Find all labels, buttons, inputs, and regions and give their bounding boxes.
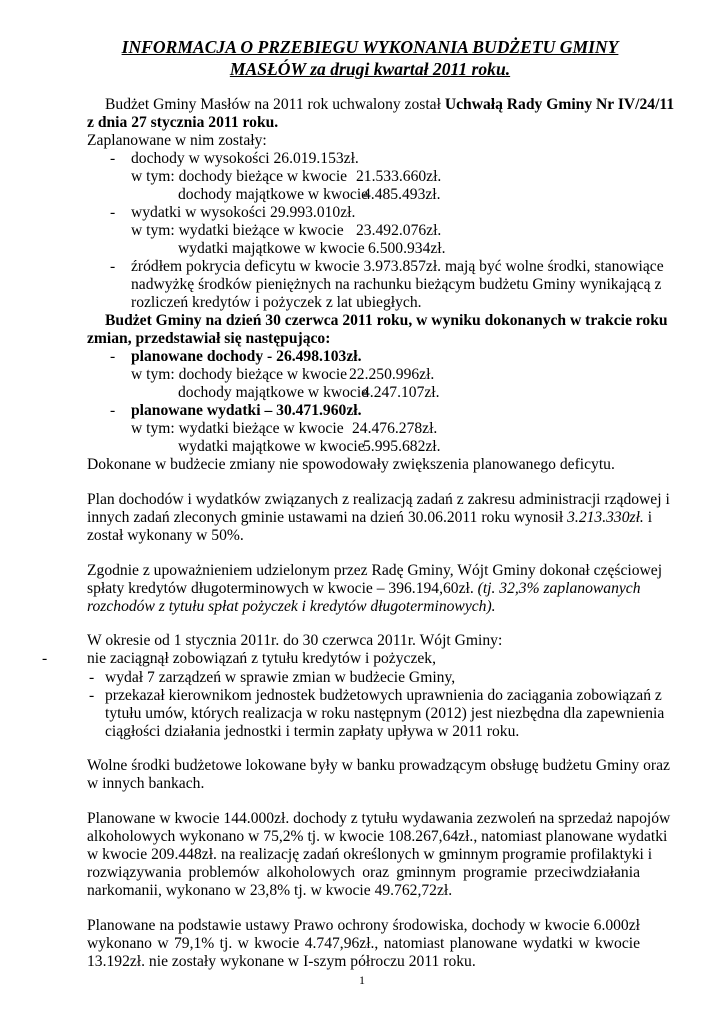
period-intro: W okresie od 1 stycznia 2011r. do 30 czerwca 2011r. Wójt Gminy:: [87, 632, 503, 649]
resolution-date: z dnia 27 stycznia 2011 roku.: [87, 114, 279, 131]
document-title-line-2: MASŁÓW za drugi kwartał 2011 roku.: [229, 59, 511, 79]
intro-paragraph: [105, 96, 674, 114]
planned-intro: Zaplanowane w nim zostały:: [87, 132, 267, 149]
funds-line-1: Wolne środki budżetowe lokowane były w banku prowadzącym obsługę budżetu Gminy oraz: [87, 757, 670, 774]
environment-line-2: wykonano w 79,1% tj. w kwocie 4.747,96zł., natomiast planowane wydatki w kwocie: [87, 935, 640, 952]
planned-expenses-current-label: w tym: wydatki bieżące w kwocie: [131, 222, 344, 239]
june-income-capital-label: dochody majątkowe w kwocie: [178, 384, 369, 401]
environment-line-1: Planowane na podstawie ustawy Prawo ochrony środowiska, dochody w kwocie 6.000zł: [87, 917, 640, 934]
planned-expenses-capital-label: wydatki majątkowe w kwocie: [178, 240, 365, 257]
resolution-reference: Uchwałą Rady Gminy Nr IV/24/11: [444, 96, 675, 113]
june-heading-1: Budżet Gminy na dzień 30 czerwca 2011 roku, w wyniku dokonanych w trakcie roku: [105, 312, 668, 329]
june-expenses-capital-label: wydatki majątkowe w kwocie: [178, 438, 365, 455]
period-item-1: nie zaciągnął zobowiązań z tytułu kredytów i pożyczek,: [87, 650, 436, 667]
period-item-2: wydał 7 zarządzeń w sprawie zmian w budżecie Gminy,: [105, 669, 456, 686]
june-expenses: planowane wydatki – 30.471.960zł.: [131, 402, 362, 419]
alcohol-line-3: w kwocie 209.448zł. na realizację zadań określonych w gminnym programie profilaktyki i: [87, 846, 653, 863]
planned-income: dochody w wysokości 26.019.153zł.: [131, 150, 359, 167]
document-title-line-1: INFORMACJA O PRZEBIEGU WYKONANIA BUDŻETU GMINY: [121, 37, 619, 57]
list-dash: -: [110, 150, 116, 167]
planned-income-current-label: w tym: dochody bieżące w kwocie: [131, 168, 348, 185]
alcohol-line-2: alkoholowych wykonano w 75,2% tj. w kwocie 108.267,64zł., natomiast planowane wydatki: [87, 828, 668, 845]
planned-income-capital-value: 4.485.493zł.: [363, 186, 441, 203]
period-item-3-line-1: przekazał kierownikom jednostek budżetowych uprawnienia do zaciągania zobowiązań z: [105, 687, 662, 704]
list-dash: -: [42, 650, 48, 667]
alcohol-line-5: narkomanii, wykonano w 23,8% tj. w kwocie 49.762,72zł.: [87, 882, 453, 899]
list-dash: -: [110, 402, 116, 419]
june-expenses-current-value: 24.476.278zł.: [352, 420, 438, 437]
admin-amount: 3.213.330zł.: [567, 509, 644, 526]
funds-line-2: w innych bankach.: [87, 775, 205, 792]
planned-expenses-current-value: 23.492.076zł.: [356, 222, 442, 239]
page-number: 1: [359, 973, 365, 987]
planned-income-current-value: 21.533.660zł.: [356, 168, 442, 185]
june-heading-2: zmian, przedstawiał się następująco:: [87, 330, 331, 347]
list-dash: -: [89, 669, 95, 686]
list-dash: -: [110, 348, 116, 365]
planned-expenses-capital-value: 6.500.934zł.: [368, 240, 446, 257]
june-note: Dokonane w budżecie zmiany nie spowodowały zwiększenia planowanego deficytu.: [87, 456, 615, 473]
loans-line-2: [87, 580, 640, 598]
planned-income-capital-label: dochody majątkowe w kwocie: [178, 186, 369, 203]
loans-repayment: spłaty kredytów długoterminowych w kwocie – 396.194,60zł.: [87, 580, 474, 597]
june-income-capital-value: 4.247.107zł.: [362, 384, 440, 401]
planned-expenses: wydatki w wysokości 29.993.010zł.: [131, 204, 356, 221]
admin-text: innych zadań zleconych gminie ustawami na dzień 30.06.2011 roku wynosił: [87, 509, 564, 526]
loans-percentage: (tj. 32,3% zaplanowanych: [477, 580, 641, 597]
intro-text: Budżet Gminy Masłów na 2011 rok uchwalony został: [105, 96, 441, 113]
june-income-current-value: 22.250.996zł.: [349, 366, 435, 383]
environment-line-3: 13.192zł. nie zostały wykonane w I-szym półroczu 2011 roku.: [87, 953, 476, 970]
deficit-line-2: nadwyżkę środków pieniężnych na rachunku bieżącym budżetu Gminy wynikającą z: [131, 276, 662, 293]
list-dash: -: [89, 687, 95, 704]
june-income: planowane dochody - 26.498.103zł.: [131, 348, 362, 365]
deficit-line-3: rozliczeń kredytów i pożyczek z lat ubiegłych.: [131, 294, 422, 311]
list-dash: -: [110, 258, 116, 275]
list-dash: -: [110, 204, 116, 221]
admin-line-2: [87, 509, 653, 527]
admin-line-1: Plan dochodów i wydatków związanych z realizacją zadań z zakresu administracji rządowej i: [87, 491, 670, 508]
period-item-3-line-2: tytułu umów, których realizacja w roku następnym (2012) jest niezbędna dla zapewnienia: [105, 705, 665, 722]
loans-line-3: rozchodów z tytułu spłat pożyczek i kredytów długoterminowych).: [87, 598, 496, 615]
june-income-current-label: w tym: dochody bieżące w kwocie: [131, 366, 348, 383]
alcohol-line-1: Planowane w kwocie 144.000zł. dochody z tytułu wydawania zezwoleń na sprzedaż napojów: [87, 810, 671, 827]
period-item-3-line-3: ciągłości działania jednostki i termin zapłaty upływa w 2011 roku.: [105, 723, 520, 740]
loans-line-1: Zgodnie z upoważnieniem udzielonym przez Radę Gminy, Wójt Gminy dokonał częściowej: [87, 562, 663, 579]
deficit-line-1: źródłem pokrycia deficytu w kwocie 3.973.857zł. mają być wolne środki, stanowiące: [131, 258, 664, 275]
alcohol-line-4: rozwiązywania problemów alkoholowych oraz gminnym programie przeciwdziałania: [87, 864, 640, 881]
admin-conjunction: i: [647, 509, 653, 526]
admin-line-3: został wykonany w 50%.: [87, 527, 244, 544]
june-expenses-current-label: w tym: wydatki bieżące w kwocie: [131, 420, 344, 437]
june-expenses-capital-value: 5.995.682zł.: [363, 438, 441, 455]
